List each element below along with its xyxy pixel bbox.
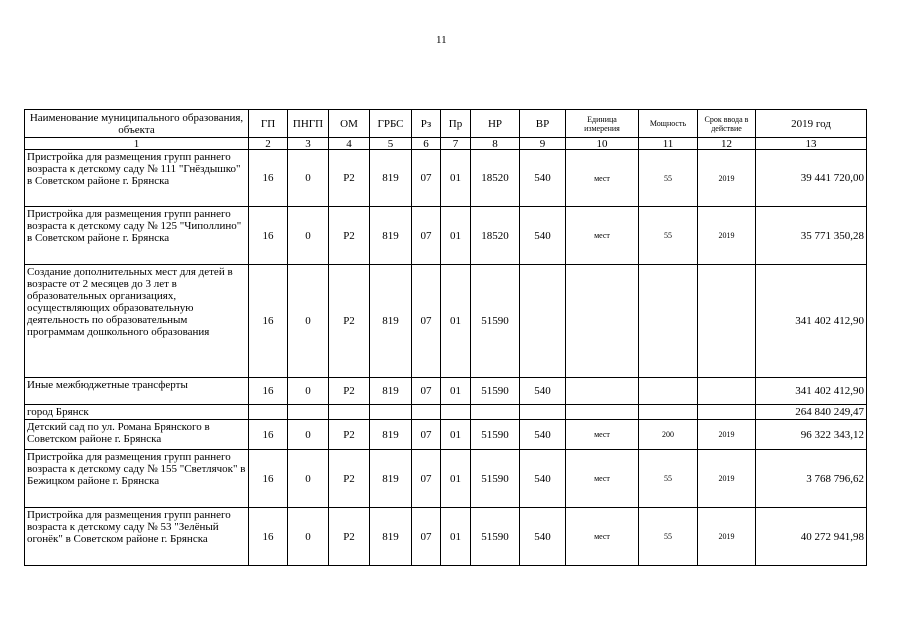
table-row <box>25 265 867 378</box>
cell-pr: 01 <box>441 150 471 207</box>
cell-grbs: 819 <box>370 420 412 450</box>
header-name: Наименование муниципального образования, объекта <box>25 110 249 138</box>
cell-nr: 51590 <box>471 450 520 508</box>
cell-power <box>639 378 698 405</box>
cell-grbs: 819 <box>370 207 412 265</box>
cell-pr: 01 <box>441 265 471 378</box>
cell-power: 55 <box>639 508 698 566</box>
col-number: 10 <box>566 138 639 150</box>
table-row <box>25 150 867 207</box>
cell-power <box>639 265 698 378</box>
header-unit: Единица измерения <box>566 110 639 138</box>
cell-nr <box>471 405 520 420</box>
cell-unit: мест <box>566 508 639 566</box>
cell-unit: мест <box>566 150 639 207</box>
cell-pngp: 0 <box>288 265 329 378</box>
cell-grbs: 819 <box>370 450 412 508</box>
cell-vr: 540 <box>520 508 566 566</box>
cell-amount: 341 402 412,90 <box>756 378 867 405</box>
cell-gp: 16 <box>249 450 288 508</box>
header-pngp: ПНГП <box>288 110 329 138</box>
table-row <box>25 420 867 450</box>
cell-power: 55 <box>639 207 698 265</box>
cell-gp: 16 <box>249 508 288 566</box>
cell-gp: 16 <box>249 420 288 450</box>
header-gp: ГП <box>249 110 288 138</box>
col-number: 4 <box>329 138 370 150</box>
object-name: город Брянск <box>25 405 249 420</box>
col-number: 12 <box>698 138 756 150</box>
cell-om: Р2 <box>329 508 370 566</box>
cell-pr <box>441 405 471 420</box>
cell-nr: 51590 <box>471 420 520 450</box>
object-name: Создание дополнительных мест для детей в возрасте от 2 месяцев до 3 лет в образовательных организациях, осуществляющих образовательную деятельность по образовательным программам дошкольного образования <box>25 265 249 378</box>
cell-year: 2019 <box>698 420 756 450</box>
cell-year <box>698 405 756 420</box>
cell-om: Р2 <box>329 207 370 265</box>
col-number: 3 <box>288 138 329 150</box>
cell-nr: 18520 <box>471 150 520 207</box>
object-name: Пристройка для размещения групп раннего возраста к детскому саду № 111 "Гнёздышко" в Советском районе г. Брянска <box>25 150 249 207</box>
object-name: Иные межбюджетные трансферты <box>25 378 249 405</box>
cell-amount: 341 402 412,90 <box>756 265 867 378</box>
cell-vr <box>520 405 566 420</box>
cell-pngp: 0 <box>288 378 329 405</box>
cell-pr: 01 <box>441 508 471 566</box>
cell-nr: 51590 <box>471 378 520 405</box>
col-number: 7 <box>441 138 471 150</box>
cell-amount: 40 272 941,98 <box>756 508 867 566</box>
cell-grbs <box>370 405 412 420</box>
header-year: Срок ввода в действие <box>698 110 756 138</box>
header-rz: Рз <box>412 110 441 138</box>
cell-om: Р2 <box>329 420 370 450</box>
cell-vr <box>520 265 566 378</box>
cell-rz: 07 <box>412 508 441 566</box>
header-om: ОМ <box>329 110 370 138</box>
cell-amount: 96 322 343,12 <box>756 420 867 450</box>
cell-pngp: 0 <box>288 420 329 450</box>
cell-rz: 07 <box>412 265 441 378</box>
cell-vr: 540 <box>520 420 566 450</box>
cell-rz: 07 <box>412 207 441 265</box>
cell-year <box>698 265 756 378</box>
cell-vr: 540 <box>520 207 566 265</box>
cell-rz: 07 <box>412 378 441 405</box>
header-power: Мощность <box>639 110 698 138</box>
table-row <box>25 207 867 265</box>
cell-gp: 16 <box>249 150 288 207</box>
cell-pr: 01 <box>441 207 471 265</box>
header-nr: НР <box>471 110 520 138</box>
col-number: 13 <box>756 138 867 150</box>
cell-unit: мест <box>566 450 639 508</box>
cell-unit: мест <box>566 207 639 265</box>
cell-power: 200 <box>639 420 698 450</box>
col-number: 1 <box>25 138 249 150</box>
cell-unit <box>566 265 639 378</box>
cell-pr: 01 <box>441 420 471 450</box>
cell-rz <box>412 405 441 420</box>
cell-amount: 39 441 720,00 <box>756 150 867 207</box>
cell-amount: 35 771 350,28 <box>756 207 867 265</box>
cell-grbs: 819 <box>370 150 412 207</box>
header-pr: Пр <box>441 110 471 138</box>
cell-pngp: 0 <box>288 207 329 265</box>
cell-pr: 01 <box>441 378 471 405</box>
cell-vr: 540 <box>520 150 566 207</box>
cell-year: 2019 <box>698 450 756 508</box>
col-number: 8 <box>471 138 520 150</box>
header-grbs: ГРБС <box>370 110 412 138</box>
table-row <box>25 508 867 566</box>
col-number: 2 <box>249 138 288 150</box>
cell-nr: 18520 <box>471 207 520 265</box>
cell-pngp: 0 <box>288 450 329 508</box>
cell-power: 55 <box>639 150 698 207</box>
cell-year <box>698 378 756 405</box>
cell-gp: 16 <box>249 207 288 265</box>
cell-power: 55 <box>639 450 698 508</box>
object-name: Пристройка для размещения групп раннего возраста к детскому саду № 155 "Светлячок" в Бежицком районе г. Брянска <box>25 450 249 508</box>
cell-om: Р2 <box>329 450 370 508</box>
cell-gp: 16 <box>249 378 288 405</box>
page-number: 11 <box>436 34 447 46</box>
cell-pngp: 0 <box>288 508 329 566</box>
cell-amount: 3 768 796,62 <box>756 450 867 508</box>
column-numbers-row <box>25 138 867 150</box>
cell-year: 2019 <box>698 150 756 207</box>
cell-rz: 07 <box>412 420 441 450</box>
cell-om <box>329 405 370 420</box>
object-name: Пристройка для размещения групп раннего возраста к детскому саду № 53 "Зелёный огонёк" в Советском районе г. Брянска <box>25 508 249 566</box>
object-name: Детский сад по ул. Романа Брянского в Советском районе г. Брянска <box>25 420 249 450</box>
cell-rz: 07 <box>412 450 441 508</box>
cell-gp: 16 <box>249 265 288 378</box>
col-number: 5 <box>370 138 412 150</box>
cell-gp <box>249 405 288 420</box>
cell-grbs: 819 <box>370 378 412 405</box>
table-row <box>25 405 867 420</box>
cell-year: 2019 <box>698 207 756 265</box>
cell-power <box>639 405 698 420</box>
cell-unit: мест <box>566 420 639 450</box>
budget-table <box>24 109 867 566</box>
header-vr: ВР <box>520 110 566 138</box>
cell-amount: 264 840 249,47 <box>756 405 867 420</box>
cell-om: Р2 <box>329 265 370 378</box>
cell-unit <box>566 405 639 420</box>
table-row <box>25 378 867 405</box>
cell-year: 2019 <box>698 508 756 566</box>
cell-pngp <box>288 405 329 420</box>
cell-nr: 51590 <box>471 265 520 378</box>
cell-rz: 07 <box>412 150 441 207</box>
cell-om: Р2 <box>329 150 370 207</box>
cell-om: Р2 <box>329 378 370 405</box>
cell-vr: 540 <box>520 450 566 508</box>
col-number: 11 <box>639 138 698 150</box>
cell-nr: 51590 <box>471 508 520 566</box>
cell-vr: 540 <box>520 378 566 405</box>
col-number: 6 <box>412 138 441 150</box>
header-row <box>25 110 867 138</box>
cell-pngp: 0 <box>288 150 329 207</box>
cell-grbs: 819 <box>370 265 412 378</box>
object-name: Пристройка для размещения групп раннего возраста к детскому саду № 125 "Чиполлино" в Советском районе г. Брянска <box>25 207 249 265</box>
header-amount: 2019 год <box>756 110 867 138</box>
col-number: 9 <box>520 138 566 150</box>
cell-pr: 01 <box>441 450 471 508</box>
cell-grbs: 819 <box>370 508 412 566</box>
table-row <box>25 450 867 508</box>
cell-unit <box>566 378 639 405</box>
